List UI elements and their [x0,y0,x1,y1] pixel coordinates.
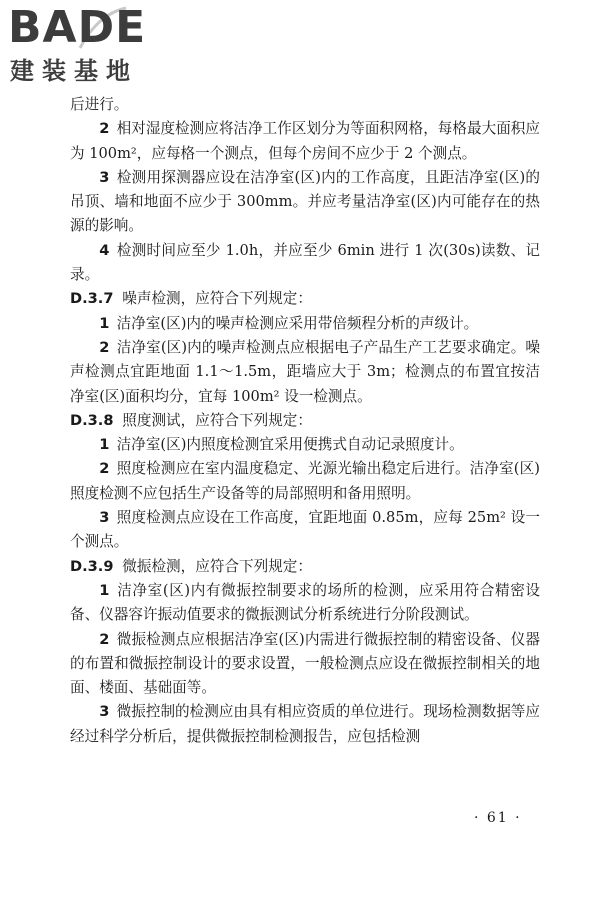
clause-number: D.3.8 [70,411,114,429]
clause-number: D.3.9 [70,557,114,575]
paragraph [70,457,540,506]
clause-heading [70,555,540,579]
paragraph-text: 洁净室(区)内有微振控制要求的场所的检测，应采用符合精密设备、仪器容许振动值要求的微振测试分析系统进行分阶段测试。 [70,581,540,624]
item-number: 2 [99,120,110,138]
clause-heading [70,409,540,433]
paragraph-text: 检测时间应至少 1.0h，并应至少 6min 进行 1 次(30s)读数、记录。 [70,241,540,284]
item-number: 2 [99,460,110,478]
item-number: 1 [99,314,110,332]
item-number: 3 [99,703,110,721]
clause-text: 照度测试，应符合下列规定： [122,411,312,429]
clause-text: 微振检测，应符合下列规定： [122,557,312,575]
paragraph-text: 检测用探测器应设在洁净室(区)内的工作高度，且距洁净室(区)的吊顶、墙和地面不应少于 300mm。并应考量洁净室(区)内可能存在的热源的影响。 [70,168,540,235]
paragraph [70,579,540,628]
logo-subtitle: 建装基地 [10,57,138,85]
paragraph [70,628,540,701]
item-number: 4 [99,241,110,259]
clause-heading [70,287,540,311]
logo-text: BADE [8,2,147,53]
item-number: 2 [99,338,110,356]
paragraph-text: 后进行。 [70,96,129,113]
paragraph [70,433,540,457]
document-body [70,93,540,749]
item-number: 3 [99,509,110,527]
paragraph-text: 相对湿度检测应将洁净工作区划分为等面积网格，每格最大面积应为 100m²，应每格一个测点，但每个房间不应少于 2 个测点。 [70,120,540,162]
paragraph [70,312,540,336]
paragraph-text: 照度检测点应设在工作高度，宜距地面 0.85m，应每 25m² 设一个测点。 [70,509,540,551]
paragraph [70,93,540,117]
paragraph-text: 洁净室(区)内的噪声检测应采用带倍频程分析的声级计。 [116,314,479,332]
paragraph-text: 微振控制的检测应由具有相应资质的单位进行。现场检测数据等应经过科学分析后，提供微振控制检测报告，应包括检测 [70,703,540,745]
paragraph-text: 洁净室(区)内照度检测宜采用便携式自动记录照度计。 [116,436,464,454]
paragraph [70,166,540,239]
item-number: 1 [99,436,110,454]
item-number: 1 [99,581,110,599]
paragraph-text: 微振检测点应根据洁净室(区)内需进行微振控制的精密设备、仪器的布置和微振控制设计的要求设置，一般检测点应设在微振控制相关的地面、楼面、基础面等。 [70,630,540,697]
paragraph [70,239,540,288]
clause-text: 噪声检测，应符合下列规定： [122,290,312,308]
paragraph [70,336,540,409]
paragraph-text: 照度检测应在室内温度稳定、光源光输出稳定后进行。洁净室(区)照度检测不应包括生产设备等的局部照明和备用照明。 [70,460,540,502]
page-number: · 61 · [474,810,522,826]
paragraph [70,700,540,749]
item-number: 3 [99,168,110,186]
paragraph [70,117,540,166]
item-number: 2 [99,630,110,648]
logo [8,4,178,90]
paragraph [70,506,540,555]
clause-number: D.3.7 [70,290,114,308]
paragraph-text: 洁净室(区)内的噪声检测点应根据电子产品生产工艺要求确定。噪声检测点宜距地面 1.1～1.5m，距墙应大于 3m；检测点的布置宜按洁净室(区)面积均分，宜每 100m² 设一检测点。 [70,338,540,405]
